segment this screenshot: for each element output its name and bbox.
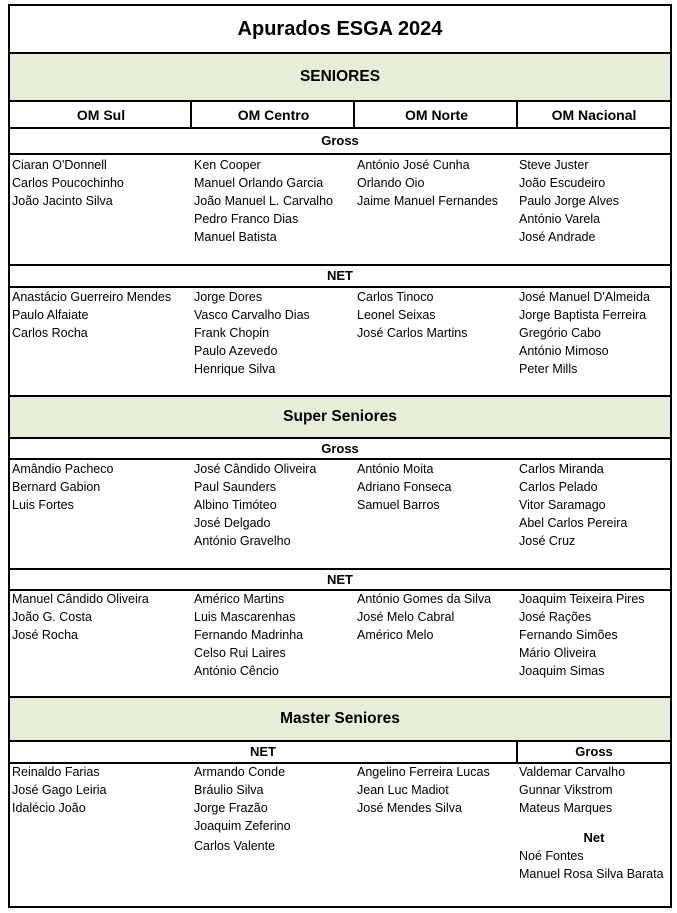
player-name: Américo Melo xyxy=(357,628,434,642)
player-name: Fernando Madrinha xyxy=(194,628,304,642)
seniores-net-om-nacional xyxy=(519,288,650,378)
player-name: José Cruz xyxy=(519,534,576,548)
player-name: António José Cunha xyxy=(357,158,470,172)
player-name: Carlos Valente xyxy=(194,839,276,853)
player-name: António Mimoso xyxy=(519,344,609,358)
player-name: Mateus Marques xyxy=(519,801,613,815)
seniores-gross-om-sul xyxy=(12,156,124,210)
section-label: Super Seniores xyxy=(283,408,397,425)
player-name: Luis Fortes xyxy=(12,498,74,512)
player-name: António Gomes da Silva xyxy=(357,592,492,606)
player-name: Abel Carlos Pereira xyxy=(519,516,628,530)
player-name: Gunnar Vikstrom xyxy=(519,783,613,797)
divider xyxy=(190,102,192,128)
spacer xyxy=(519,817,669,829)
player-name: Paulo Alfaiate xyxy=(12,308,89,322)
player-name: Manuel Cândido Oliveira xyxy=(12,592,149,606)
player-name: Jean Luc Madiot xyxy=(357,783,449,797)
player-name: Fernando Simões xyxy=(519,628,618,642)
player-name: José Rações xyxy=(519,610,592,624)
player-name: António Cêncio xyxy=(194,664,279,678)
player-name: Vasco Carvalho Dias xyxy=(194,308,310,322)
seniores-net-om-norte xyxy=(357,288,467,342)
player-name: Paulo Azevedo xyxy=(194,344,278,358)
section-seniores-header xyxy=(10,52,670,102)
gross-subheader: Gross xyxy=(321,133,359,148)
column-header-om-sul: OM Sul xyxy=(76,107,126,123)
player-name: Ciaran O'Donnell xyxy=(12,158,107,172)
divider xyxy=(516,102,518,128)
seniores-gross-om-nacional xyxy=(519,156,619,246)
player-name: Joaquim Zeferino xyxy=(194,819,291,833)
results-table xyxy=(8,4,672,908)
player-name: José Delgado xyxy=(194,516,271,530)
player-name: Jaime Manuel Fernandes xyxy=(357,194,499,208)
super-seniores-gross-om-norte xyxy=(357,460,452,514)
player-name: Mário Oliveira xyxy=(519,646,597,660)
player-name: Anastácio Guerreiro Mendes xyxy=(12,290,172,304)
player-name: Carlos Miranda xyxy=(519,462,604,476)
player-name: José Carlos Martins xyxy=(357,326,468,340)
super-seniores-gross-om-sul xyxy=(12,460,113,514)
super-seniores-gross-om-nacional xyxy=(519,460,627,550)
column-header-om-centro: OM Centro xyxy=(237,107,310,123)
player-name: Steve Juster xyxy=(519,158,589,172)
player-name: Samuel Barros xyxy=(357,498,440,512)
player-name: Orlando Oio xyxy=(357,176,425,190)
player-name: Peter Mills xyxy=(519,362,578,376)
player-name: Idalécio João xyxy=(12,801,86,815)
seniores-net-om-centro xyxy=(194,288,310,378)
column-header-om-norte: OM Norte xyxy=(405,107,468,123)
player-name: Bráulio Silva xyxy=(194,783,264,797)
super-seniores-net-om-sul xyxy=(12,590,149,644)
player-name: Angelino Ferreira Lucas xyxy=(357,765,490,779)
gross-subheader: Gross xyxy=(321,441,359,456)
seniores-gross-om-centro xyxy=(194,156,333,246)
player-name: Manuel Rosa Silva Barata xyxy=(519,867,664,881)
net-subheader: NET xyxy=(250,744,276,759)
player-name: José Cândido Oliveira xyxy=(194,462,317,476)
player-name: José Melo Cabral xyxy=(357,610,455,624)
section-super-seniores-header xyxy=(10,395,670,439)
player-name: António Gravelho xyxy=(194,534,291,548)
player-name: Carlos Poucochinho xyxy=(12,176,124,190)
section-label: SENIORES xyxy=(299,68,381,85)
player-name: Noé Fontes xyxy=(519,849,584,863)
divider xyxy=(10,153,670,155)
player-name: Adriano Fonseca xyxy=(357,480,452,494)
master-net-om-norte xyxy=(357,763,490,817)
net-subheader: NET xyxy=(327,268,353,283)
player-name: Joaquim Simas xyxy=(519,664,605,678)
super-seniores-net-om-centro xyxy=(194,590,303,680)
player-name: Frank Chopin xyxy=(194,326,270,340)
player-name: José Andrade xyxy=(519,230,596,244)
super-seniores-net-om-norte xyxy=(357,590,491,644)
gross-subheader: Gross xyxy=(575,744,613,759)
player-name: João Escudeiro xyxy=(519,176,606,190)
column-header-om-nacional: OM Nacional xyxy=(551,107,637,123)
player-name: Américo Martins xyxy=(194,592,285,606)
player-name: Celso Rui Laires xyxy=(194,646,286,660)
player-name: José Gago Leiria xyxy=(12,783,107,797)
player-name: José Mendes Silva xyxy=(357,801,462,815)
player-name: Reinaldo Farias xyxy=(12,765,100,779)
master-om-nacional xyxy=(519,763,669,883)
player-name: Jorge Dores xyxy=(194,290,263,304)
page-title: Apurados ESGA 2024 xyxy=(237,18,443,40)
super-seniores-net-om-nacional xyxy=(519,590,645,680)
section-master-seniores-header xyxy=(10,696,670,742)
player-name: António Varela xyxy=(519,212,601,226)
player-name: Carlos Pelado xyxy=(519,480,598,494)
seniores-gross-om-norte xyxy=(357,156,498,210)
divider xyxy=(353,102,355,128)
player-name: Jorge Frazão xyxy=(194,801,268,815)
player-name: João Jacinto Silva xyxy=(12,194,113,208)
player-name: Gregório Cabo xyxy=(519,326,601,340)
player-name: Manuel Batista xyxy=(194,230,277,244)
player-name: Henrique Silva xyxy=(194,362,276,376)
player-name: Vitor Saramago xyxy=(519,498,606,512)
player-name: Paul Saunders xyxy=(194,480,277,494)
player-name: Bernard Gabion xyxy=(12,480,101,494)
player-name: Jorge Baptista Ferreira xyxy=(519,308,647,322)
super-seniores-gross-om-centro xyxy=(194,460,316,550)
player-name: Luis Mascarenhas xyxy=(194,610,296,624)
player-name: Ken Cooper xyxy=(194,158,261,172)
seniores-net-om-sul xyxy=(12,288,171,342)
player-name: Manuel Orlando Garcia xyxy=(194,176,324,190)
player-name: Carlos Rocha xyxy=(12,326,88,340)
player-name: António Moita xyxy=(357,462,434,476)
player-name: João G. Costa xyxy=(12,610,92,624)
player-name: Amândio Pacheco xyxy=(12,462,114,476)
net-subheader: NET xyxy=(327,572,353,587)
net-inline-subheader: Net xyxy=(583,830,605,845)
player-name: Valdemar Carvalho xyxy=(519,765,626,779)
player-name: Armando Conde xyxy=(194,765,286,779)
master-net-om-sul xyxy=(12,763,107,817)
player-name: Pedro Franco Dias xyxy=(194,212,299,226)
player-name: Joaquim Teixeira Pires xyxy=(519,592,645,606)
player-name: José Manuel D'Almeida xyxy=(519,290,650,304)
master-net-om-centro xyxy=(194,763,291,855)
player-name: José Rocha xyxy=(12,628,79,642)
player-name: Paulo Jorge Alves xyxy=(519,194,620,208)
player-name: João Manuel L. Carvalho xyxy=(194,194,333,208)
player-name: Carlos Tinoco xyxy=(357,290,434,304)
player-name: Leonel Seixas xyxy=(357,308,436,322)
player-name: Albino Timóteo xyxy=(194,498,277,512)
section-label: Master Seniores xyxy=(280,710,400,727)
